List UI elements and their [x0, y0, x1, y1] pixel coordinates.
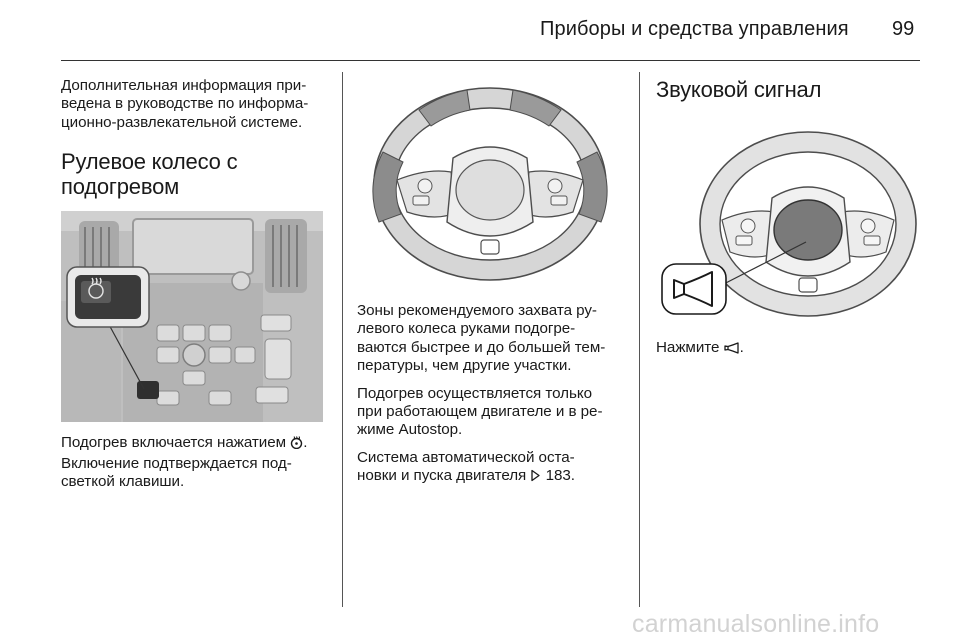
instruction-text: Нажмите — [656, 339, 720, 356]
grip-zones-paragraph — [357, 302, 623, 376]
page-reference-arrow-icon[interactable] — [530, 469, 541, 487]
column-divider — [639, 72, 640, 607]
instruction-period: . — [739, 339, 744, 356]
text-line: светкой клавиши. — [61, 473, 185, 491]
text-line: ваются быстрее и до большей тем- — [357, 338, 606, 356]
column-middle — [357, 72, 623, 488]
text-line: жиме Autostop. — [357, 421, 463, 439]
section-heading-heated-wheel — [61, 149, 327, 199]
steering-wheel-grip-zones-figure — [357, 72, 623, 288]
dashboard-illustration — [61, 211, 323, 422]
text-line: новки и пуска двигателя — [357, 467, 527, 485]
text-line: Включение подтверждается под- — [61, 454, 292, 472]
text-line: Дополнительная информация при- — [61, 77, 307, 94]
text-line: левого колеса руками подогре- — [357, 320, 576, 338]
heating-condition-paragraph — [357, 385, 623, 440]
column-left — [61, 77, 327, 491]
caption-period: . — [303, 434, 308, 452]
header-rule — [61, 60, 920, 61]
text-line: Зоны рекомендуемого захвата ру- — [357, 302, 597, 319]
text-line: Подогрев включается нажатием — [61, 434, 287, 452]
heated-wheel-caption — [61, 434, 327, 491]
watermark-text: carmanualsonline.info — [632, 610, 880, 638]
text-line: ционно-развлекательной системе. — [61, 113, 303, 131]
intro-paragraph — [61, 77, 327, 132]
column-divider — [342, 72, 343, 607]
text-line: Подогрев осуществляется только — [357, 384, 593, 402]
horn-steering-wheel-figure — [656, 112, 920, 326]
horn-icon — [724, 341, 740, 359]
column-right — [656, 77, 920, 359]
heated-steering-wheel-icon — [290, 435, 303, 454]
text-line: при работающем двигателе и в ре- — [357, 403, 603, 421]
text-line: Система автоматической оста- — [357, 448, 575, 466]
text-line: пературы, чем другие участки. — [357, 357, 572, 375]
page-header-title: Приборы и средства управления — [540, 18, 849, 40]
page-reference-number[interactable]: 183. — [545, 467, 575, 485]
horn-instruction — [656, 339, 920, 359]
horn-illustration — [656, 112, 920, 326]
section-heading-horn: Звуковой сигнал — [656, 77, 822, 102]
autostop-reference-paragraph — [357, 449, 623, 488]
steering-wheel-illustration — [357, 72, 623, 288]
dashboard-heated-wheel-button-figure — [61, 211, 323, 422]
heading-line: подогревом — [61, 174, 180, 200]
page-number: 99 — [892, 18, 915, 40]
text-line: ведена в руководстве по информа- — [61, 95, 309, 113]
heading-line: Рулевое колесо с — [61, 149, 238, 175]
